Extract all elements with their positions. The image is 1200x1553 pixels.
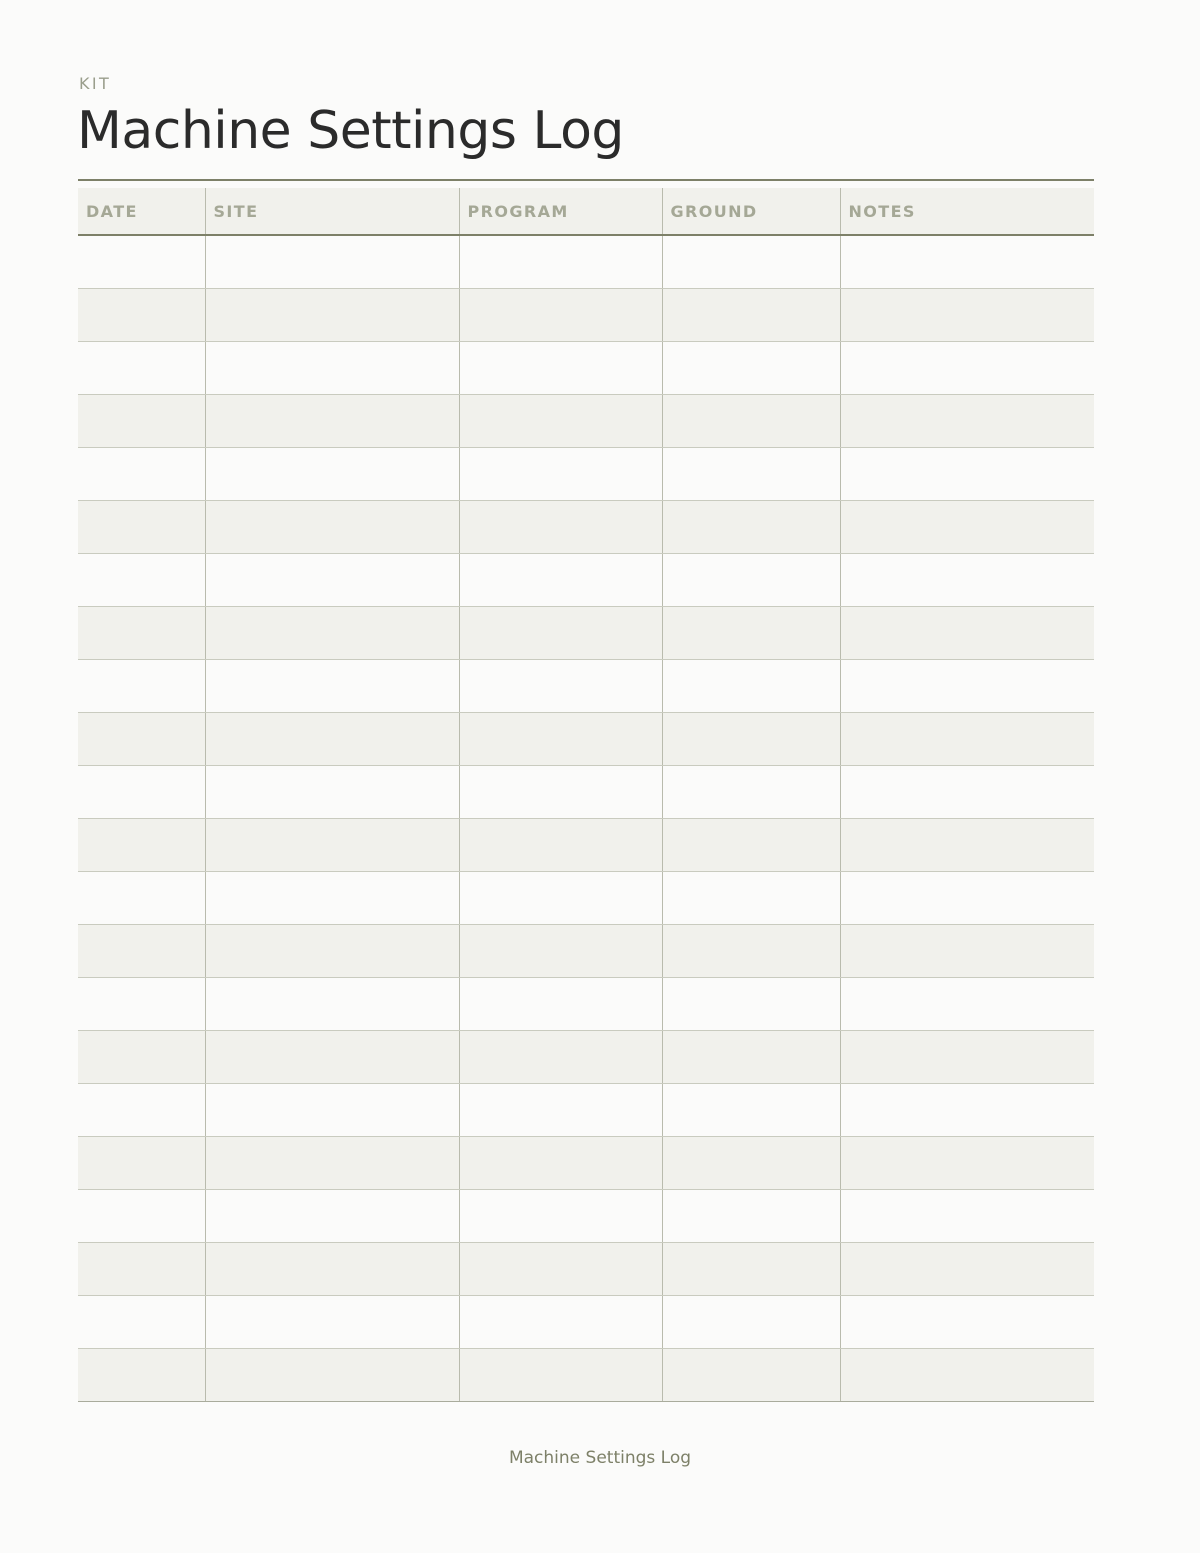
cell-notes[interactable] [840, 554, 1094, 607]
column-header-program: PROGRAM [459, 188, 662, 235]
cell-ground[interactable] [662, 448, 840, 501]
column-header-ground: GROUND [662, 188, 840, 235]
cell-ground[interactable] [662, 1296, 840, 1349]
table-row [78, 235, 1094, 289]
table-header-row [78, 188, 1094, 235]
table-row [78, 448, 1094, 501]
cell-date[interactable] [78, 978, 205, 1031]
cell-site[interactable] [205, 501, 459, 554]
cell-ground[interactable] [662, 660, 840, 713]
column-header-site: SITE [205, 188, 459, 235]
cell-date[interactable] [78, 925, 205, 978]
table-row [78, 1084, 1094, 1137]
cell-date[interactable] [78, 1031, 205, 1084]
cell-site[interactable] [205, 1084, 459, 1137]
cell-ground[interactable] [662, 1031, 840, 1084]
cell-program[interactable] [459, 289, 662, 342]
cell-program[interactable] [459, 607, 662, 660]
cell-site[interactable] [205, 766, 459, 819]
table-row [78, 660, 1094, 713]
cell-date[interactable] [78, 289, 205, 342]
cell-date[interactable] [78, 1296, 205, 1349]
cell-notes[interactable] [840, 1084, 1094, 1137]
table-row [78, 819, 1094, 872]
table-row [78, 1031, 1094, 1084]
cell-program[interactable] [459, 1190, 662, 1243]
cell-date[interactable] [78, 395, 205, 448]
settings-log-table [78, 188, 1094, 1402]
cell-site[interactable] [205, 1296, 459, 1349]
cell-ground[interactable] [662, 978, 840, 1031]
cell-date[interactable] [78, 1190, 205, 1243]
cell-notes[interactable] [840, 1243, 1094, 1296]
cell-site[interactable] [205, 1031, 459, 1084]
cell-ground[interactable] [662, 1349, 840, 1402]
cell-date[interactable] [78, 1243, 205, 1296]
page-footer: Machine Settings Log [508, 1448, 692, 1468]
cell-ground[interactable] [662, 235, 840, 289]
cell-program[interactable] [459, 1031, 662, 1084]
cell-site[interactable] [205, 819, 459, 872]
cell-site[interactable] [205, 925, 459, 978]
cell-site[interactable] [205, 448, 459, 501]
cell-date[interactable] [78, 554, 205, 607]
cell-notes[interactable] [840, 1190, 1094, 1243]
cell-ground[interactable] [662, 925, 840, 978]
cell-site[interactable] [205, 660, 459, 713]
cell-ground[interactable] [662, 395, 840, 448]
cell-site[interactable] [205, 1349, 459, 1402]
cell-program[interactable] [459, 235, 662, 289]
cell-site[interactable] [205, 342, 459, 395]
cell-date[interactable] [78, 1349, 205, 1402]
cell-program[interactable] [459, 1084, 662, 1137]
cell-notes[interactable] [840, 501, 1094, 554]
cell-site[interactable] [205, 978, 459, 1031]
cell-program[interactable] [459, 872, 662, 925]
cell-notes[interactable] [840, 607, 1094, 660]
cell-date[interactable] [78, 872, 205, 925]
kicker-label: KIT [79, 74, 112, 93]
table-row [78, 978, 1094, 1031]
cell-notes[interactable] [840, 872, 1094, 925]
cell-notes[interactable] [840, 660, 1094, 713]
cell-ground[interactable] [662, 872, 840, 925]
table-row [78, 554, 1094, 607]
cell-ground[interactable] [662, 766, 840, 819]
cell-program[interactable] [459, 342, 662, 395]
cell-notes[interactable] [840, 1137, 1094, 1190]
cell-date[interactable] [78, 501, 205, 554]
table-row [78, 289, 1094, 342]
cell-notes[interactable] [840, 289, 1094, 342]
cell-program[interactable] [459, 713, 662, 766]
cell-site[interactable] [205, 235, 459, 289]
table-row [78, 1296, 1094, 1349]
cell-site[interactable] [205, 872, 459, 925]
cell-notes[interactable] [840, 978, 1094, 1031]
cell-program[interactable] [459, 766, 662, 819]
cell-program[interactable] [459, 1296, 662, 1349]
cell-date[interactable] [78, 660, 205, 713]
table-row [78, 1190, 1094, 1243]
cell-ground[interactable] [662, 819, 840, 872]
cell-notes[interactable] [840, 925, 1094, 978]
cell-site[interactable] [205, 713, 459, 766]
cell-site[interactable] [205, 1190, 459, 1243]
table-body [78, 235, 1094, 1402]
cell-notes[interactable] [840, 448, 1094, 501]
cell-ground[interactable] [662, 1137, 840, 1190]
cell-notes[interactable] [840, 1349, 1094, 1402]
cell-program[interactable] [459, 501, 662, 554]
cell-ground[interactable] [662, 1084, 840, 1137]
cell-program[interactable] [459, 395, 662, 448]
title-divider [78, 179, 1094, 181]
cell-program[interactable] [459, 660, 662, 713]
table-row [78, 713, 1094, 766]
cell-program[interactable] [459, 554, 662, 607]
cell-program[interactable] [459, 1243, 662, 1296]
cell-notes[interactable] [840, 235, 1094, 289]
table-row [78, 395, 1094, 448]
table-row [78, 607, 1094, 660]
cell-notes[interactable] [840, 819, 1094, 872]
cell-date[interactable] [78, 342, 205, 395]
cell-date[interactable] [78, 1084, 205, 1137]
cell-date[interactable] [78, 819, 205, 872]
table-row [78, 1349, 1094, 1402]
table-row [78, 1137, 1094, 1190]
cell-date[interactable] [78, 235, 205, 289]
cell-ground[interactable] [662, 554, 840, 607]
cell-notes[interactable] [840, 1296, 1094, 1349]
table-row [78, 925, 1094, 978]
cell-notes[interactable] [840, 766, 1094, 819]
cell-date[interactable] [78, 766, 205, 819]
cell-date[interactable] [78, 713, 205, 766]
cell-ground[interactable] [662, 342, 840, 395]
cell-program[interactable] [459, 978, 662, 1031]
table-row [78, 1243, 1094, 1296]
cell-ground[interactable] [662, 501, 840, 554]
cell-notes[interactable] [840, 1031, 1094, 1084]
cell-site[interactable] [205, 395, 459, 448]
cell-program[interactable] [459, 1137, 662, 1190]
cell-ground[interactable] [662, 289, 840, 342]
cell-program[interactable] [459, 448, 662, 501]
table-row [78, 501, 1094, 554]
cell-site[interactable] [205, 1243, 459, 1296]
cell-ground[interactable] [662, 607, 840, 660]
cell-ground[interactable] [662, 1190, 840, 1243]
cell-program[interactable] [459, 819, 662, 872]
cell-date[interactable] [78, 1137, 205, 1190]
cell-program[interactable] [459, 1349, 662, 1402]
cell-date[interactable] [78, 448, 205, 501]
cell-ground[interactable] [662, 1243, 840, 1296]
cell-notes[interactable] [840, 395, 1094, 448]
cell-site[interactable] [205, 554, 459, 607]
cell-date[interactable] [78, 607, 205, 660]
cell-site[interactable] [205, 607, 459, 660]
cell-notes[interactable] [840, 342, 1094, 395]
page-title: Machine Settings Log [77, 101, 624, 161]
column-header-date: DATE [78, 188, 205, 235]
cell-ground[interactable] [662, 713, 840, 766]
cell-site[interactable] [205, 1137, 459, 1190]
table-row [78, 342, 1094, 395]
cell-program[interactable] [459, 925, 662, 978]
table-row [78, 766, 1094, 819]
cell-notes[interactable] [840, 713, 1094, 766]
cell-site[interactable] [205, 289, 459, 342]
column-header-notes: NOTES [840, 188, 1094, 235]
table-row [78, 872, 1094, 925]
